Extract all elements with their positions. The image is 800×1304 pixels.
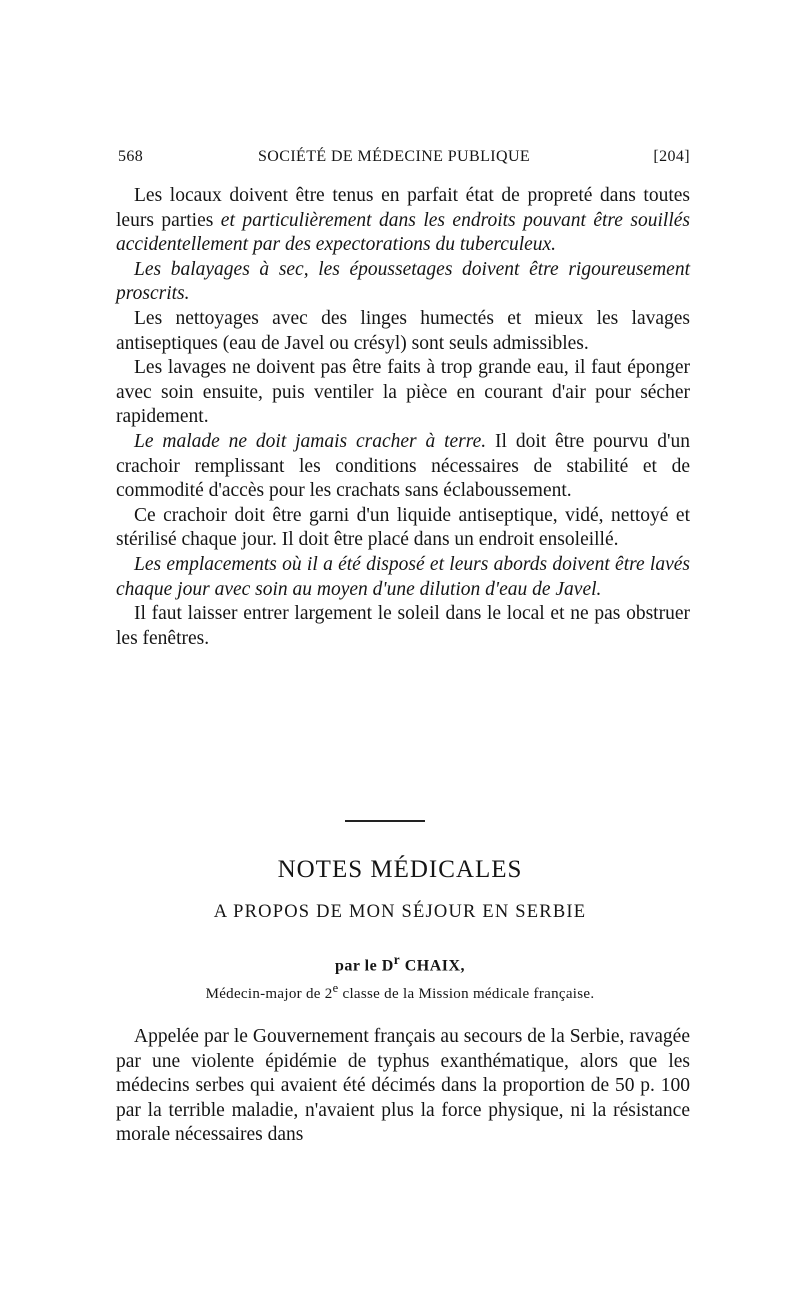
paragraph: Appelée par le Gouvernement français au secours de la Serbie, ravagée par une violente épidémie de typhus exanthématique, alors que les médecins serbes qui avaient été décimés dans la proportion de 50 p. 100 par la terrible maladie, n'avaient plus la force physique, ni la résistance morale nécessaires dans — [116, 1026, 690, 1146]
paragraph-italic-text: Les balayages à sec, les époussetages doivent être rigoureusement proscrits. — [116, 258, 690, 305]
paragraph-italic-text: Le malade ne doit jamais cracher à terre. — [134, 430, 487, 452]
byline-superscript: r — [393, 952, 401, 967]
article-body — [116, 1025, 690, 1148]
section-title: NOTES MÉDICALES — [277, 856, 523, 883]
running-header — [118, 148, 690, 172]
page-number: 568 — [118, 148, 144, 165]
paragraph: Ce crachoir doit être garni d'un liquide antiseptique, vidé, nettoyé et stérilisé chaque jour. Il doit être placé dans un endroit ensoleillé. — [116, 504, 690, 551]
role-text: Médecin-major de 2 — [205, 986, 333, 1002]
paragraph — [116, 184, 690, 258]
bracketed-page-number: [204] — [653, 148, 690, 165]
paragraph-text: Les locaux doivent être tenus en parfait état de propreté dans toutes leurs parties — [116, 185, 690, 231]
paragraph-text: Il doit être pourvu d'un crachoir remplissant les conditions nécessaires de stabilité et de commodité d'accès pour les crachats sans éclaboussement. — [116, 430, 690, 502]
byline-prefix: par le D — [334, 957, 394, 975]
paragraph — [116, 430, 690, 504]
paragraph: Il faut laisser entrer largement le soleil dans le local et ne pas obstruer les fenêtres. — [116, 603, 690, 649]
paragraph-italic-text: et particulièrement dans les endroits pouvant être souillés accidentellement par des expectorations du tuberculeux. — [116, 209, 690, 256]
role-text: classe de la Mission médicale française. — [338, 986, 595, 1002]
paragraph — [116, 258, 690, 307]
author-role — [0, 981, 800, 1003]
paragraph — [116, 553, 690, 602]
author-byline — [0, 952, 800, 975]
author-name: CHAIX, — [400, 957, 466, 975]
hygiene-rules-text — [116, 184, 690, 651]
paragraph: Les lavages ne doivent pas être faits à trop grande eau, il faut éponger avec soin ensuite, puis ventiler la pièce en courant d'air pour sécher rapidement. — [116, 357, 690, 428]
paragraph-italic-text: Les emplacements où il a été disposé et leurs abords doivent être lavés chaque jour avec soin au moyen d'une dilution d'eau de Javel. — [116, 553, 690, 600]
article-title: A PROPOS DE MON SÉJOUR EN SERBIE — [213, 902, 587, 922]
section-divider — [345, 820, 425, 822]
paragraph: Les nettoyages avec des linges humectés et mieux les lavages antiseptiques (eau de Javel ou crésyl) sont seuls admissibles. — [116, 307, 690, 354]
running-title: SOCIÉTÉ DE MÉDECINE PUBLIQUE — [258, 148, 531, 165]
role-superscript: e — [332, 981, 339, 995]
